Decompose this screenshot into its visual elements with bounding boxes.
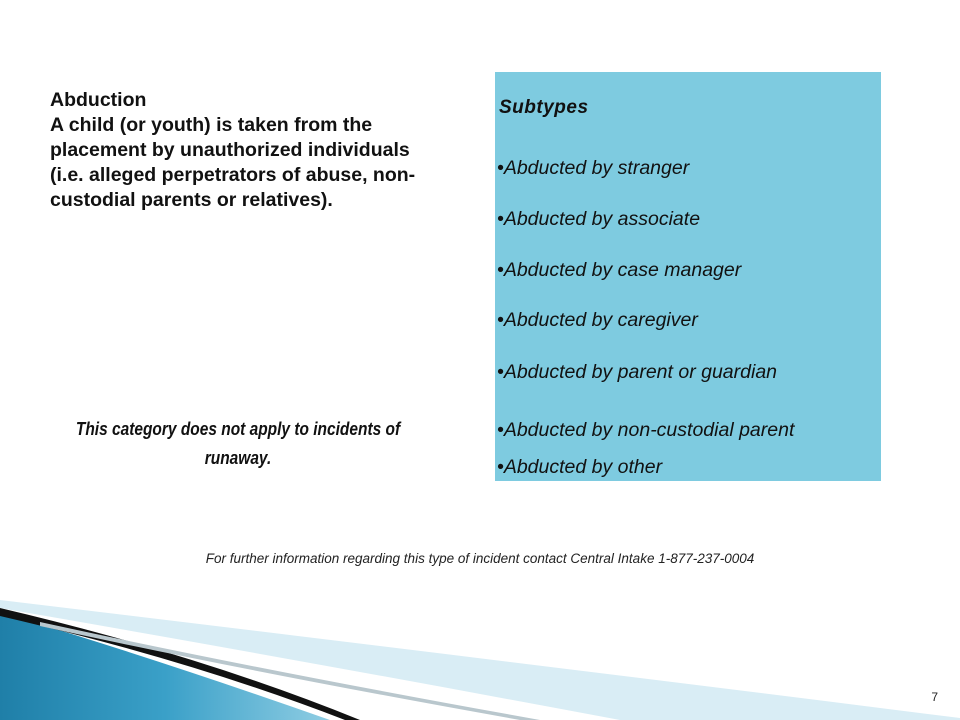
subtypes-panel	[495, 72, 881, 481]
subtypes-title: Subtypes	[499, 97, 589, 118]
subtype-item: •Abducted by parent or guardian	[497, 361, 778, 383]
definition-description: A child (or youth) is taken from the placement by unauthorized individuals (i.e. alleged perpetrators of abuse, non-custodial parents or relatives).	[50, 114, 416, 211]
definition-block	[50, 88, 420, 213]
runaway-note: This category does not apply to incidents of runaway.	[75, 419, 401, 468]
definition-term: Abduction	[50, 89, 147, 111]
subtype-item: •Abducted by stranger	[497, 157, 690, 179]
subtype-item: •Abducted by non-custodial parent	[497, 419, 795, 441]
page-number: 7	[931, 690, 938, 704]
subtype-item: •Abducted by case manager	[497, 259, 742, 281]
subtype-item: •Abducted by associate	[497, 208, 701, 230]
subtype-item: •Abducted by other	[497, 456, 663, 478]
corner-swoosh-decoration	[0, 600, 960, 720]
subtype-item: •Abducted by caregiver	[497, 309, 698, 331]
contact-note: For further information regarding this type of incident contact Central Intake 1-877-237-0004	[205, 551, 755, 566]
